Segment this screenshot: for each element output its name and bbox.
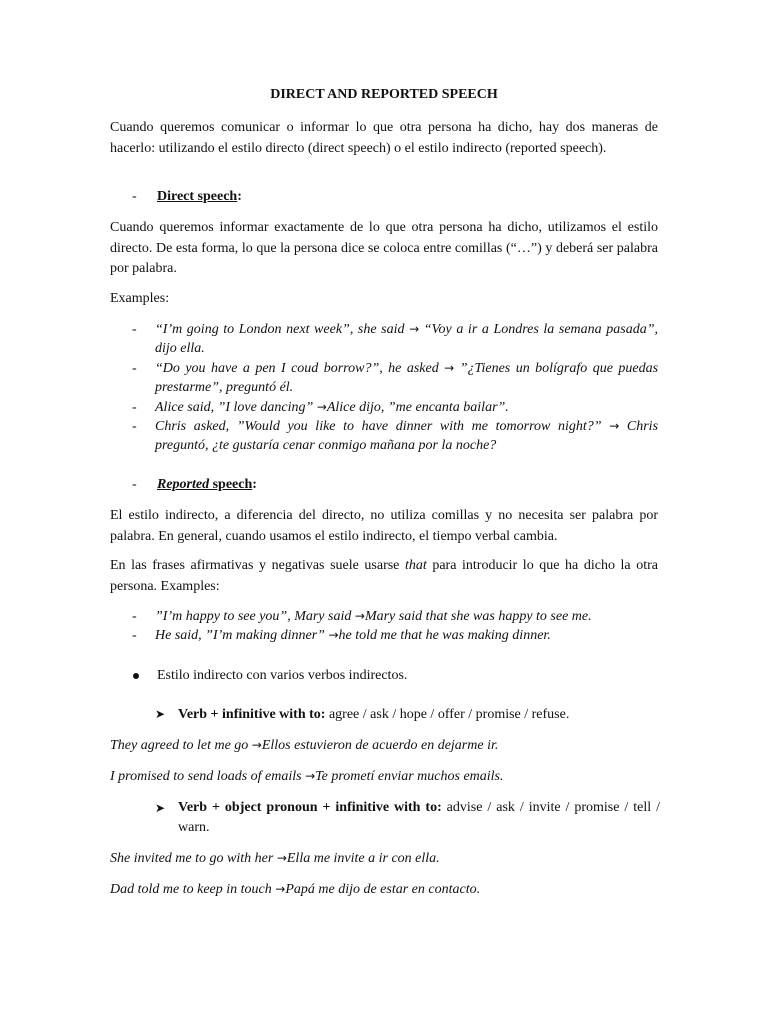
direct-speech-heading [157, 188, 242, 205]
example-es: Chris preguntó, ¿te gustaría cenar conmigo mañana por la noche? [155, 419, 659, 453]
example-en: “Do you have a pen I coud borrow?”, he asked [155, 361, 439, 376]
right-arrow-icon: → [444, 361, 455, 375]
list-dash: - [132, 419, 137, 434]
example-line-1 [110, 737, 498, 754]
list-dash: - [132, 609, 137, 624]
direct-example-3 [155, 398, 658, 417]
affirm-pre: En las frases afirmativas y negativas suele usarse [110, 558, 405, 573]
direct-example-1 [155, 320, 658, 358]
right-arrow-icon: → [409, 322, 420, 336]
example-en: Dad told me to keep in touch [110, 882, 272, 897]
right-arrow-icon: → [251, 738, 262, 752]
arrowhead-bullet-icon: ➤ [155, 707, 166, 721]
rule-1 [178, 706, 569, 723]
heading-dash: - [132, 189, 137, 204]
direct-example-4 [155, 417, 658, 455]
right-arrow-icon: → [354, 609, 365, 623]
arrowhead-bullet-icon: ➤ [155, 801, 166, 815]
bullet-text: Estilo indirecto con varios verbos indirectos. [157, 668, 408, 683]
example-line-2 [110, 768, 504, 785]
reported-example-1 [155, 607, 658, 626]
list-dash: - [132, 322, 137, 337]
example-line-3 [110, 850, 440, 867]
rule-1-label: Verb + infinitive with to: [178, 707, 326, 722]
right-arrow-icon: → [316, 400, 327, 414]
document-title: DIRECT AND REPORTED SPEECH [270, 87, 498, 102]
list-dash: - [132, 628, 137, 643]
example-en: He said, ”I’m making dinner” [155, 628, 325, 643]
example-en: Alice said, ”I love dancing” [155, 400, 314, 415]
example-es: Ellos estuvieron de acuerdo en dejarme ir. [261, 738, 499, 753]
right-arrow-icon: → [275, 882, 286, 896]
right-arrow-icon: → [276, 851, 287, 865]
direct-speech-heading-text: Direct speech [157, 189, 238, 204]
example-en: They agreed to let me go [110, 738, 249, 753]
rule-2-list: advise / ask / invite / promise / tell / warn. [178, 800, 660, 835]
reported-description: El estilo indirecto, a diferencia del directo, no utiliza comillas y no necesita ser palabra por palabra. En general, cuando usamos el estilo indirecto, el tiempo verbal cambia. [110, 508, 658, 544]
reported-heading-rest: speech [209, 477, 253, 492]
examples-label: Examples: [110, 291, 170, 306]
affirmative-paragraph [110, 556, 658, 597]
direct-description: Cuando queremos informar exactamente de lo que otra persona ha dicho, utilizamos el estilo directo. De esta forma, lo que la persona dice se coloca entre comillas (“…”) y deberá ser palabra por palabra. [110, 220, 658, 276]
example-en: “I’m going to London next week”, she said [155, 322, 405, 337]
rule-2 [178, 798, 660, 838]
reported-example-2 [155, 626, 658, 645]
intro-paragraph: Cuando queremos comunicar o informar lo que otra persona ha dicho, hay dos maneras de hacerlo: utilizando el estilo directo (direct speech) o el estilo indirecto (reported speech). [110, 120, 658, 156]
example-en: I promised to send loads of emails [110, 769, 302, 784]
example-es: Ella me invite a ir con ella. [286, 851, 440, 866]
example-es: Mary said that she was happy to see me. [364, 609, 592, 624]
right-arrow-icon: → [305, 769, 316, 783]
rule-1-list: agree / ask / hope / offer / promise / refuse. [325, 707, 570, 722]
example-en: She invited me to go with her [110, 851, 274, 866]
heading-colon: : [237, 189, 242, 204]
reported-speech-heading [157, 476, 257, 493]
round-bullet-icon [133, 673, 139, 679]
rule-2-label: Verb + object pronoun + infinitive with to: [178, 800, 442, 815]
reported-heading-italic: Reported [157, 477, 210, 492]
affirm-that: that [404, 558, 427, 573]
heading-colon: : [252, 477, 257, 492]
example-en: Chris asked, ”Would you like to have dinner with me tomorrow night?” [155, 419, 602, 434]
example-line-4 [110, 881, 480, 898]
example-es: Alice dijo, ”me encanta bailar”. [326, 400, 509, 415]
right-arrow-icon: → [328, 628, 339, 642]
example-es: ”¿Tienes un bolígrafo que puedas prestarme”, preguntó él. [155, 361, 659, 395]
affirm-post: para introducir lo que ha dicho la otra persona. Examples: [110, 558, 658, 594]
example-es: “Voy a ir a Londres la semana pasada”, dijo ella. [155, 322, 658, 356]
example-es: he told me that he was making dinner. [338, 628, 551, 643]
direct-example-2 [155, 359, 658, 397]
example-en: ”I’m happy to see you”, Mary said [155, 609, 352, 624]
list-dash: - [132, 400, 137, 415]
list-dash: - [132, 361, 137, 376]
right-arrow-icon: → [609, 419, 620, 433]
heading-dash: - [132, 477, 137, 492]
example-es: Te prometí enviar muchos emails. [315, 769, 504, 784]
example-es: Papá me dijo de estar en contacto. [285, 882, 481, 897]
